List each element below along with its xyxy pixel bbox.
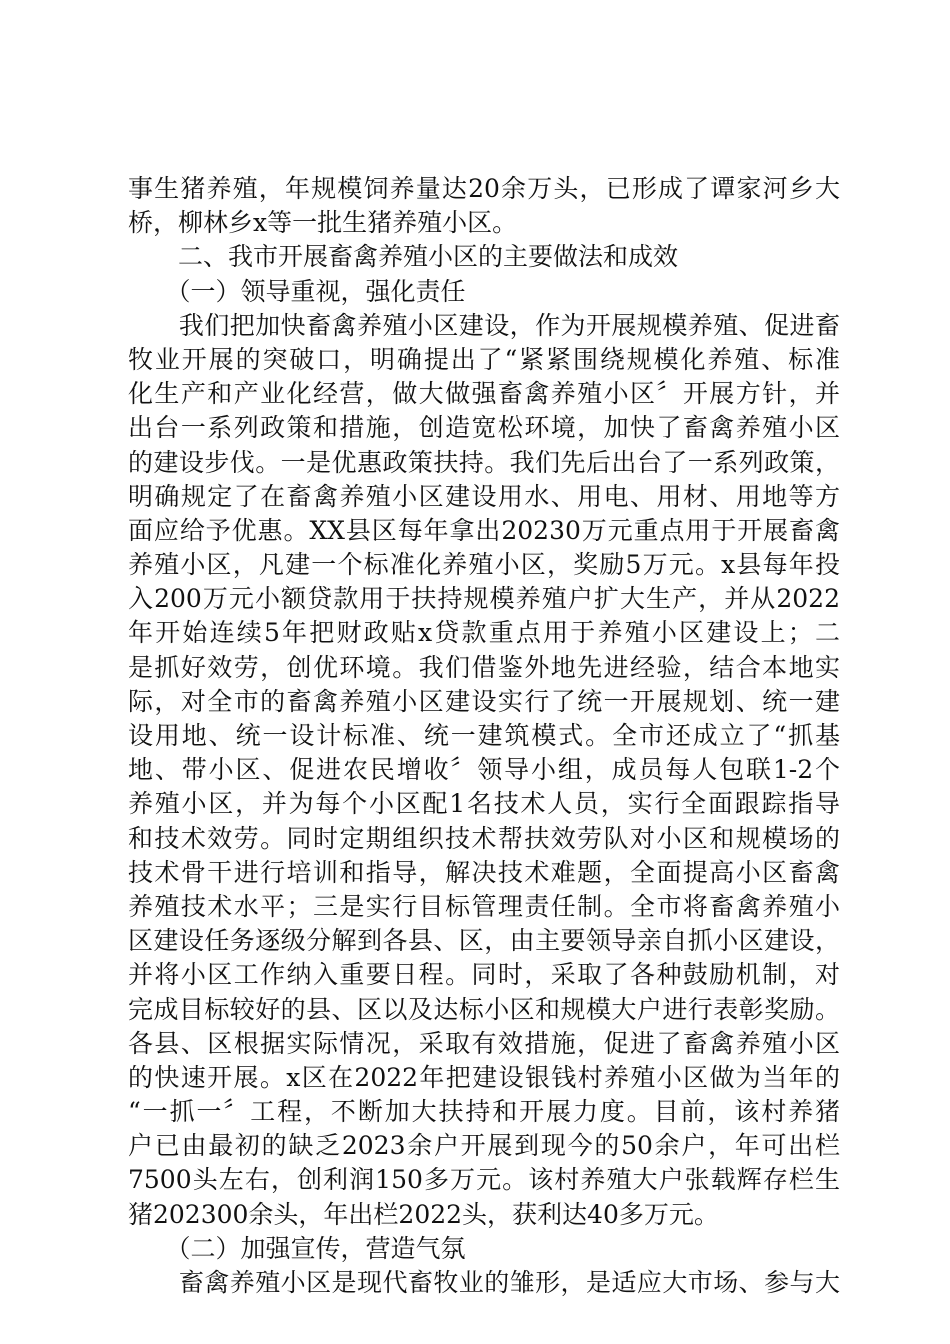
text-line-20: 和技术效劳。同时定期组织技术帮扶效劳队对小区和规模场的 xyxy=(128,823,840,853)
text-line-8: 出台一系列政策和措施，创造宽松环境，加快了畜禽养殖小区 xyxy=(128,413,840,443)
text-line-1: 事生猪养殖，年规模饲养量达20余万头，已形成了谭家河乡大 xyxy=(128,174,840,203)
text-line-9: 的建设步伐。一是优惠政策扶持。我们先后出台了一系列政策， xyxy=(128,447,840,477)
text-line-25: 完成目标较好的县、区以及达标小区和规模大户进行表彰奖励。 xyxy=(128,994,840,1024)
text-line-16: 际，对全市的畜禽养殖小区建设实行了统一开展规划、统一建 xyxy=(128,686,840,716)
text-line-11: 面应给予优惠。XX县区每年拿出20230万元重点用于开展畜禽 xyxy=(128,515,840,545)
text-line-15: 是抓好效劳，创优环境。我们借鉴外地先进经验，结合本地实 xyxy=(128,652,840,682)
text-line-7: 化生产和产业化经营，做大做强畜禽养殖小区〞开展方针，并 xyxy=(128,379,840,409)
text-line-17: 设用地、统一设计标准、统一建筑模式。全市还成立了“抓基 xyxy=(128,721,840,750)
text-line-23: 区建设任务逐级分解到各县、区，由主要领导亲自抓小区建设， xyxy=(128,926,840,956)
text-line-18: 地、带小区、促进农民增收〞领导小组，成员每人包联1-2个 xyxy=(128,755,840,785)
text-line-26: 各县、区根据实际情况，采取有效措施，促进了畜禽养殖小区 xyxy=(128,1028,840,1058)
subsection-heading-2: （二）加强宣传，营造气氛 xyxy=(128,1233,466,1263)
text-line-13: 入200万元小额贷款用于扶持规模养殖户扩大生产，并从2022 xyxy=(128,584,840,614)
section-heading: 二、我市开展畜禽养殖小区的主要做法和成效 xyxy=(128,242,679,272)
text-line-27: 的快速开展。x区在2022年把建设银钱村养殖小区做为当年的 xyxy=(128,1062,840,1092)
text-line-5: 我们把加快畜禽养殖小区建设，作为开展规模养殖、促进畜 xyxy=(128,310,840,340)
text-line-21: 技术骨干进行培训和指导，解决技术难题，全面提高小区畜禽 xyxy=(128,857,840,887)
text-line-30: 7500头左右，创利润150多万元。该村养殖大户张载辉存栏生 xyxy=(128,1165,840,1195)
text-line-24: 并将小区工作纳入重要日程。同时，采取了各种鼓励机制，对 xyxy=(128,960,840,990)
text-line-22: 养殖技术水平；三是实行目标管理责任制。全市将畜禽养殖小 xyxy=(128,891,840,921)
text-line-2: 桥，柳林乡x等一批生猪养殖小区。 xyxy=(128,208,518,238)
text-line-10: 明确规定了在畜禽养殖小区建设用水、用电、用材、用地等方 xyxy=(128,481,840,511)
text-line-12: 养殖小区，凡建一个标准化养殖小区，奖励5万元。x县每年投 xyxy=(128,550,840,580)
text-line-19: 养殖小区，并为每个小区配1名技术人员，实行全面跟踪指导 xyxy=(128,789,840,819)
text-line-31: 猪202300余头，年出栏2022头，获利达40多万元。 xyxy=(128,1199,719,1229)
text-line-33: 畜禽养殖小区是现代畜牧业的雏形，是适应大市场、参与大 xyxy=(128,1268,840,1297)
subsection-heading-1: （一）领导重视，强化责任 xyxy=(128,276,466,306)
text-line-28: “一抓一〞工程，不断加大扶持和开展力度。目前，该村养猪 xyxy=(128,1097,840,1127)
text-line-29: 户已由最初的缺乏2023余户开展到现今的50余户，年可出栏 xyxy=(128,1131,840,1161)
text-line-6: 牧业开展的突破口，明确提出了“紧紧围绕规模化养殖、标准 xyxy=(128,344,840,374)
text-line-14: 年开始连续5年把财政贴x贷款重点用于养殖小区建设上；二 xyxy=(128,618,840,648)
document-body xyxy=(128,172,840,1300)
